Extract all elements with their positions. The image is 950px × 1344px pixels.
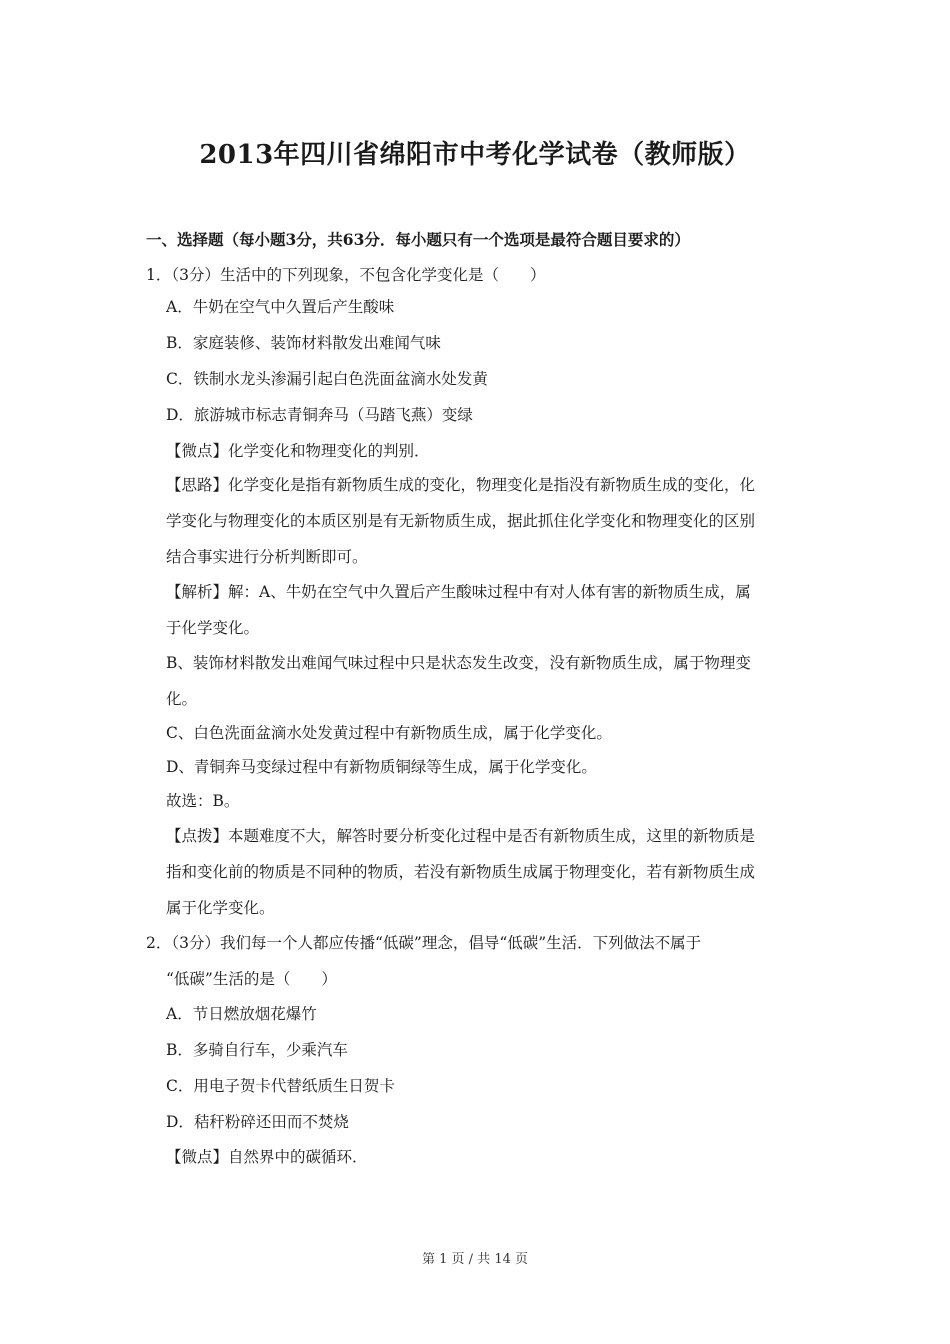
q1-jiexi-line: D、青铜奔马变绿过程中有新物质铜绿等生成，属于化学变化。 xyxy=(166,758,597,776)
q2-option-c: C．用电子贺卡代替纸质生日贺卡 xyxy=(166,1077,395,1095)
q1-jiexi-line: 于化学变化。 xyxy=(166,619,260,637)
q1-silu-line: 【思路】化学变化是指有新物质生成的变化，物理变化是指没有新物质生成的变化，化 xyxy=(166,476,756,494)
q2-option-b: B．多骑自行车，少乘汽车 xyxy=(166,1041,348,1059)
q2-option-d: D．秸秆粉碎还田而不焚烧 xyxy=(166,1113,349,1131)
q1-option-d: D．旅游城市标志青铜奔马（马踏飞燕）变绿 xyxy=(166,406,473,424)
q1-silu-line: 学变化与物理变化的本质区别是有无新物质生成，据此抓住化学变化和物理变化的区别 xyxy=(166,512,756,530)
q1-jiexi-line: 化。 xyxy=(166,690,198,708)
q1-option-c: C．铁制水龙头渗漏引起白色洗面盆滴水处发黄 xyxy=(166,370,488,388)
section-heading: 一、选择题（每小题3分，共63分．每小题只有一个选项是最符合题目要求的） xyxy=(146,230,690,249)
q1-weidian: 【微点】化学变化和物理变化的判别． xyxy=(166,442,430,460)
q2-option-a: A．节日燃放烟花爆竹 xyxy=(166,1005,317,1023)
page-footer: 第 1 页 / 共 14 页 xyxy=(422,1252,528,1267)
page-title: 2013年四川省绵阳市中考化学试卷（教师版） xyxy=(199,140,751,170)
q2-stem-line: “低碳”生活的是（ ） xyxy=(166,970,337,988)
q1-option-a: A．牛奶在空气中久置后产生酸味 xyxy=(166,298,395,316)
q1-dianbo-line: 【点拨】本题难度不大，解答时要分析变化过程中是否有新物质生成，这里的新物质是 xyxy=(166,827,756,845)
q1-answer: 故选：B。 xyxy=(166,792,240,810)
q1-dianbo-line: 指和变化前的物质是不同种的物质，若没有新物质生成属于物理变化，若有新物质生成 xyxy=(166,863,756,881)
q1-silu-line: 结合事实进行分析判断即可。 xyxy=(166,548,368,566)
q1-dianbo-line: 属于化学变化。 xyxy=(166,899,275,917)
q1-option-b: B．家庭装修、装饰材料散发出难闻气味 xyxy=(166,334,441,352)
q1-jiexi-line: B、装饰材料散发出难闻气味过程中只是状态发生改变，没有新物质生成，属于物理变 xyxy=(166,654,751,672)
q2-stem-line: 2．（3分）我们每一个人都应传播“低碳”理念，倡导“低碳”生活．下列做法不属于 xyxy=(146,934,702,952)
q1-jiexi-line: 【解析】解：A、牛奶在空气中久置后产生酸味过程中有对人体有害的新物质生成，属 xyxy=(166,583,751,601)
q2-weidian: 【微点】自然界中的碳循环． xyxy=(166,1148,368,1166)
q1-stem: 1．（3分）生活中的下列现象，不包含化学变化是（ ） xyxy=(146,266,546,284)
q1-jiexi-line: C、白色洗面盆滴水处发黄过程中有新物质生成，属于化学变化。 xyxy=(166,724,612,742)
